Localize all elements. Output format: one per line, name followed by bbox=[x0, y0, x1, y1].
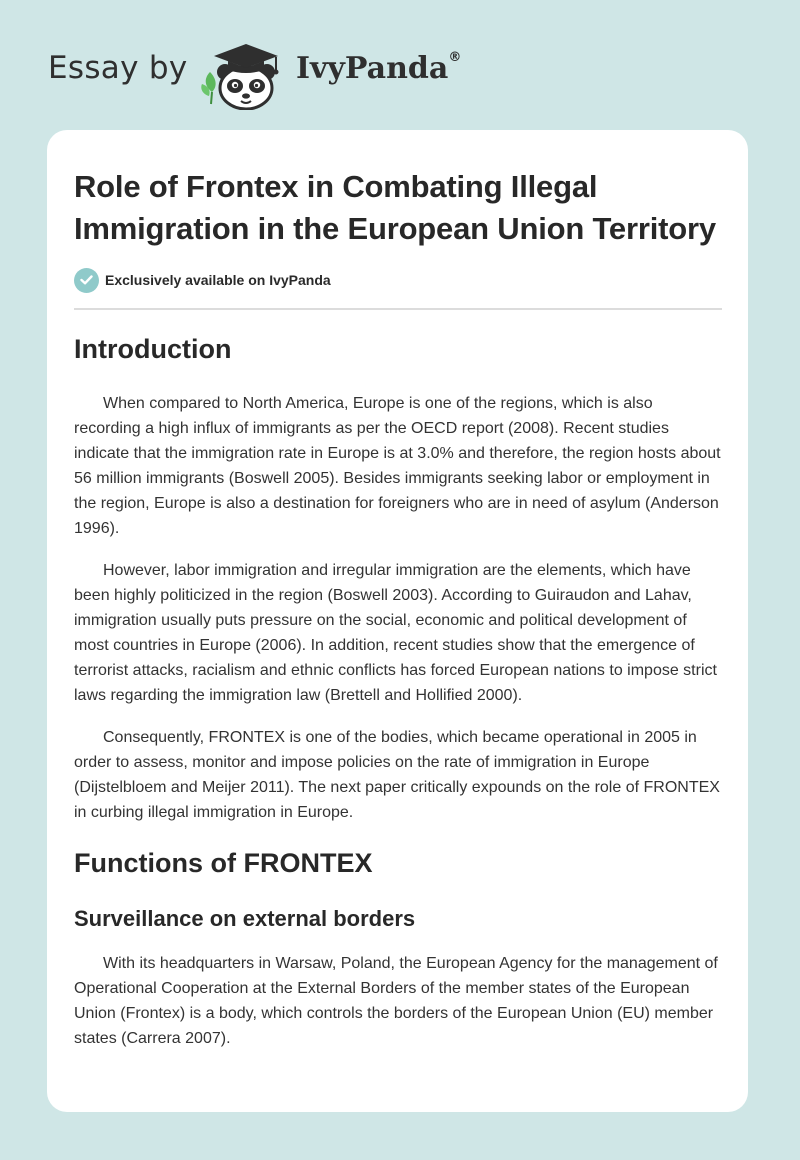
site-header bbox=[0, 0, 800, 130]
registered-mark: ® bbox=[448, 50, 462, 65]
subsection-heading-surveillance: Surveillance on external borders bbox=[74, 906, 416, 931]
page-title: Role of Frontex in Combating Illegal Immigration in the European Union Territory bbox=[74, 169, 716, 246]
essay-card bbox=[47, 130, 748, 1112]
brand-name: IvyPanda bbox=[296, 51, 449, 86]
ivypanda-brand[interactable] bbox=[296, 51, 461, 86]
paragraph: However, labor immigration and irregular immigration are the elements, which have been highly politicized in the region (Boswell 2003). According to Guiraudon and Lahav, immigration usually puts pressure on the social, economic and political development of most countries in Europe (2006). In addition, recent studies show that the emergence of terrorist attacks, racialism and ethnic conflicts has forced European nations to impose strict laws regarding the immigration law (Brettell and Hollified 2000). bbox=[74, 562, 717, 704]
section-heading-functions: Functions of FRONTEX bbox=[74, 848, 373, 878]
paragraph: Consequently, FRONTEX is one of the bodies, which became operational in 2005 in order to assess, monitor and impose policies on the rate of immigration in Europe (Dijstelbloem and Meijer 2011). The next paper critically expounds on the role of FRONTEX in curbing illegal immigration in Europe. bbox=[74, 729, 720, 821]
section-heading-introduction: Introduction bbox=[74, 334, 232, 364]
panda-graduate-logo-icon[interactable] bbox=[198, 34, 294, 110]
title-divider bbox=[74, 308, 722, 310]
check-icon bbox=[74, 268, 99, 293]
exclusive-badge bbox=[74, 267, 722, 293]
essay-by-label: Essay by bbox=[48, 50, 188, 86]
paragraph: When compared to North America, Europe is one of the regions, which is also recording a high influx of immigrants as per the OECD report (2008). Recent studies indicate that the immigration rate in Europe is at 3.0% and therefore, the region hosts about 56 million immigrants (Boswell 2005). Besides immigrants seeking labor or employment in the region, Europe is also a destination for foreigners who are in need of asylum (Anderson 1996). bbox=[74, 395, 721, 537]
exclusive-badge-label: Exclusively available on IvyPanda bbox=[105, 272, 331, 288]
paragraph: With its headquarters in Warsaw, Poland, the European Agency for the management of Operational Cooperation at the External Borders of the member states of the European Union (Frontex) is a body, which controls the borders of the European Union (EU) member states (Carrera 2007). bbox=[74, 955, 718, 1047]
